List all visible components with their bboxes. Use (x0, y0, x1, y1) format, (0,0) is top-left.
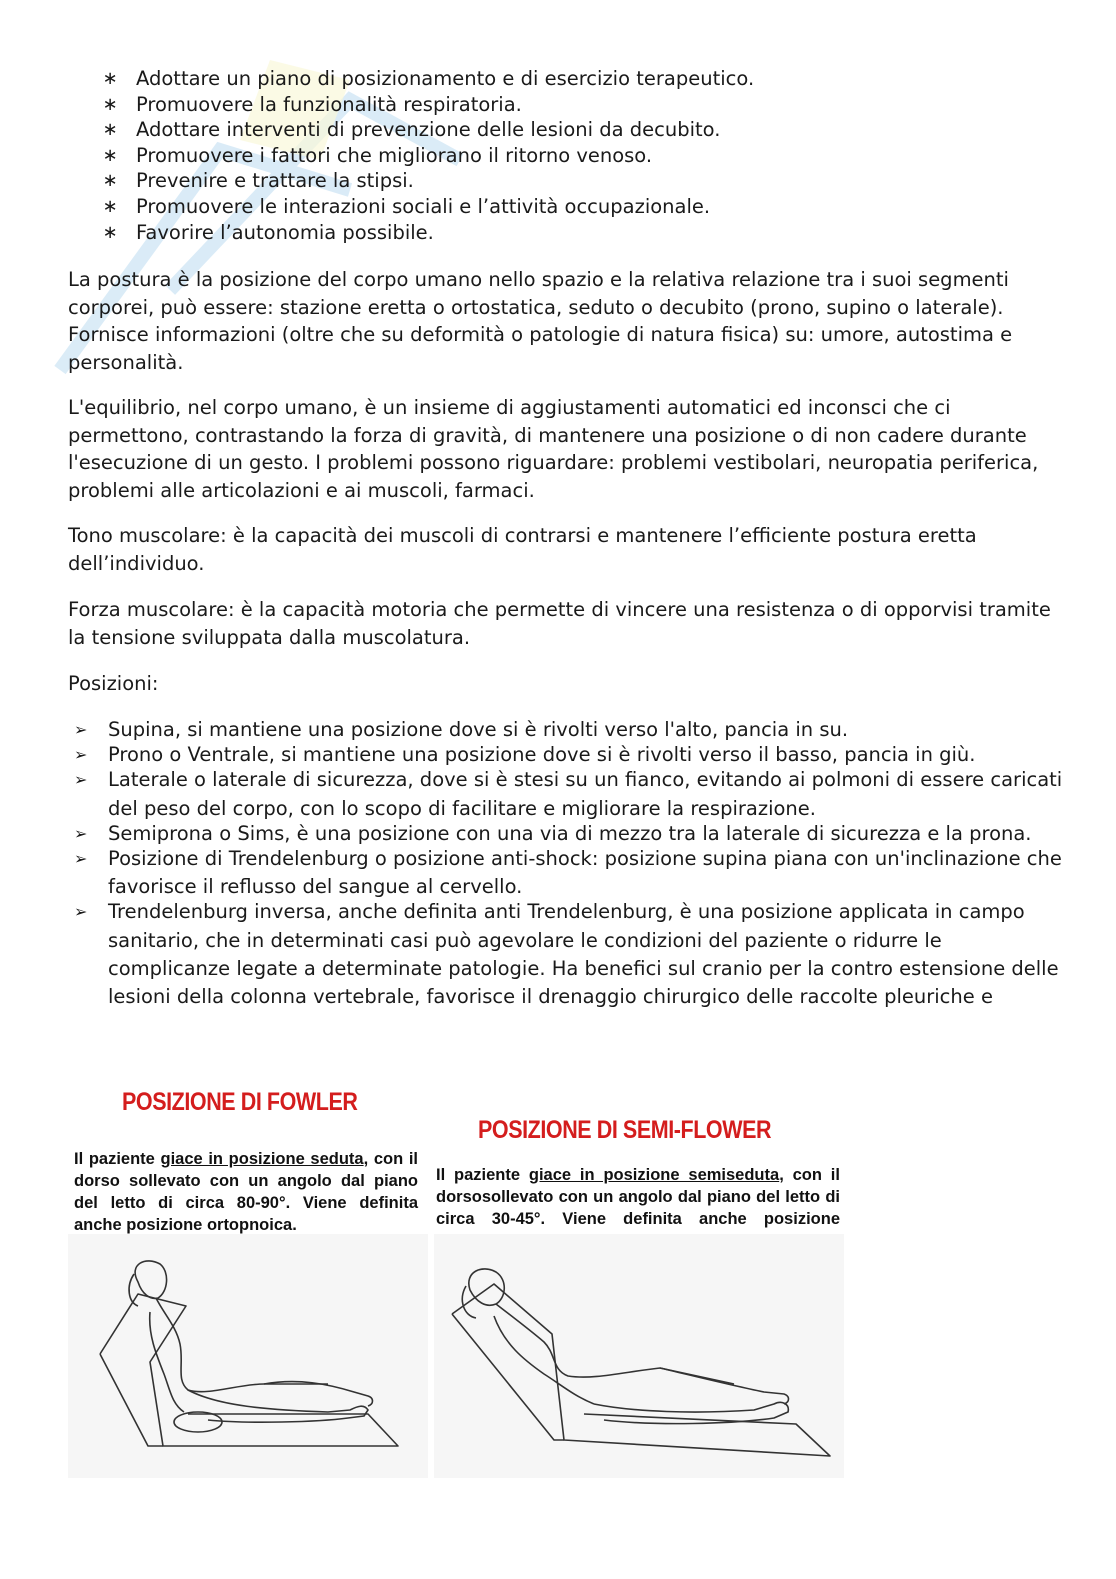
paragraph-tono: Tono muscolare: è la capacità dei muscoli di contrarsi e mantenere l’efficiente postura eretta dell’individuo. (68, 524, 977, 575)
paragraph-forza: Forza muscolare: è la capacità motoria che permette di vincere una resistenza o di opporvisi tramite la tensione sviluppata dalla muscolatura. (68, 598, 1051, 649)
paragraph-postura: La postura è la posizione del corpo umano nello spazio e la relativa relazione tra i suoi segmenti corporei, può essere: stazione eretta o ortostatica, seduto o decubito (prono, supino o laterale). Fornisce informazioni (oltre che su deformità o patologie di natura fisica) su: umore, autostima e personalità. (68, 268, 1013, 374)
list-item: ➢ Supina, si mantiene una posizione dove si è rivolti verso l'alto, pancia in su. (74, 716, 1064, 744)
positions-list (74, 716, 1064, 1008)
list-item: ➢ Semiprona o Sims, è una posizione con una via di mezzo tra la laterale di sicurezza e la prona. (74, 820, 1064, 848)
semi-fowler-caption: Il paziente giace in posizione semiseduta, con il dorsosollevato con un angolo dal piano del letto di circa 30-45°. Viene definita anche posizione semiortopnoica. (436, 1166, 840, 1250)
list-item: ➢ Laterale o laterale di sicurezza, dove si è stesi su un fianco, evitando ai polmoni di essere caricati del peso del corpo, con lo scopo di facilitare e migliorare la respirazione. (74, 768, 1063, 820)
asterisk-bullet-icon: ∗ (102, 195, 118, 217)
list-item: ➢ Posizione di Trendelenburg o posizione anti-shock: posizione supina piana con un'inclinazione che favorisce il reflusso del sangue al cervello. (74, 847, 1062, 899)
list-item: ∗ Adottare interventi di prevenzione delle lesioni da decubito. (100, 117, 754, 143)
list-item: ∗ Promuovere la funzionalità respiratoria. (100, 92, 754, 118)
arrow-bullet-icon: ➢ (74, 823, 88, 843)
list-item: ➢ Trendelenburg inversa, anche definita anti Trendelenburg, è una posizione applicata in campo sanitario, che in determinati casi può agevolare le condizioni del paziente o ridurre le complicanze legate a determinate patologie. Ha benefici sul cranio per la contro estensione delle lesioni della colonna vertebrale, favorisce il drenaggio chirurgico delle raccolte pleuriche e (74, 900, 1059, 1009)
paragraph-equilibrio: L'equilibrio, nel corpo umano, è un insieme di aggiustamenti automatici ed inconsci che ci permettono, contrastando la forza di gravità, di mantenere una posizione o di non cadere durante l'esecuzione di un gesto. I problemi possono riguardare: problemi vestibolari, neuropatia periferica, problemi alle articolazioni e ai muscoli, farmaci. (68, 396, 1039, 502)
fowler-illustration (68, 1234, 428, 1478)
patient-legs (594, 1402, 788, 1423)
semi-fowler-title: POSIZIONE DI SEMI-FLOWER (478, 1116, 772, 1144)
list-item: ∗ Prevenire e trattare la stipsi. (100, 168, 754, 194)
fowler-caption: Il paziente giace in posizione seduta, con il dorso sollevato con un angolo dal piano del letto di circa 80-90°. Viene definita anche posizione ortopnoica. (74, 1150, 418, 1234)
arrow-bullet-icon: ➢ (74, 849, 88, 869)
positions-figure (68, 1078, 844, 1478)
patient-head (469, 1269, 504, 1305)
arrow-bullet-icon: ➢ (74, 770, 88, 790)
asterisk-bullet-icon: ∗ (102, 221, 118, 243)
arrow-bullet-icon: ➢ (74, 902, 88, 922)
asterisk-bullet-icon: ∗ (102, 170, 118, 192)
list-item: ∗ Promuovere i fattori che migliorano il ritorno venoso. (100, 143, 754, 169)
arrow-bullet-icon: ➢ (74, 720, 88, 739)
arrow-bullet-icon: ➢ (74, 745, 88, 765)
semi-fowler-illustration (434, 1234, 844, 1478)
list-item: ∗ Promuovere le interazioni sociali e l’attività occupazionale. (100, 194, 754, 220)
patient-legs (188, 1390, 368, 1422)
asterisk-bullet-icon: ∗ (102, 144, 118, 166)
list-item: ➢ Prono o Ventrale, si mantiene una posizione dove si è rivolti verso il basso, pancia in giù. (74, 741, 1064, 769)
fowler-title: POSIZIONE DI FOWLER (122, 1088, 358, 1116)
list-item: ∗ Adottare un piano di posizionamento e di esercizio terapeutico. (100, 66, 754, 92)
asterisk-bullet-icon: ∗ (102, 119, 118, 141)
list-item: ∗ Favorire l’autonomia possibile. (100, 220, 754, 246)
bed-surface (100, 1294, 398, 1446)
asterisk-bullet-icon: ∗ (102, 93, 118, 115)
patient-head (135, 1261, 166, 1298)
heading-posizioni: Posizioni: (68, 672, 159, 695)
objectives-list (100, 66, 754, 245)
asterisk-bullet-icon: ∗ (102, 68, 118, 89)
